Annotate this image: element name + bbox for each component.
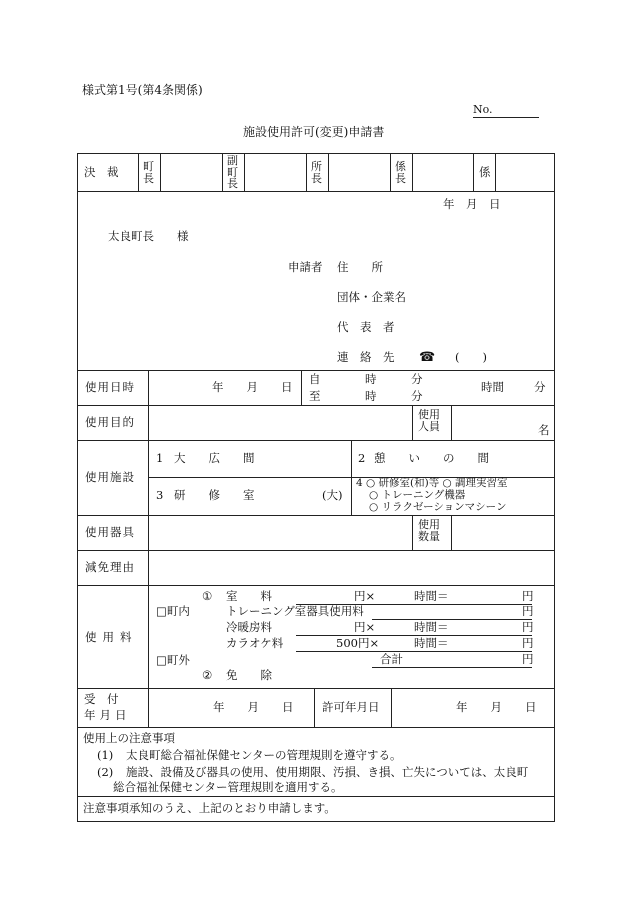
- facility-label: 使用施設: [85, 470, 135, 484]
- people-unit: 名: [538, 423, 550, 437]
- facility-2: 憩 い の 間: [374, 451, 489, 465]
- to-minute: 分: [411, 389, 423, 403]
- exempt-label: 免 除: [226, 668, 272, 682]
- permit-date-label: 許可年月日: [322, 700, 380, 714]
- facility-1: 大 広 間: [174, 451, 255, 465]
- receipt-label-line1: 受 付: [84, 692, 119, 706]
- facility-3-num: 3: [156, 488, 164, 502]
- mark-2: ②: [202, 668, 213, 682]
- ac-yen-times: 円×: [354, 620, 376, 634]
- from-hour: 時: [365, 372, 377, 386]
- form-number: 様式第1号(第4条関係): [82, 83, 203, 97]
- ac-fee-label: 冷暖房料: [226, 620, 272, 634]
- label-column-line: [148, 370, 149, 727]
- karaoke-fee-label: カラオケ料: [226, 636, 284, 650]
- ac-yen: 円: [522, 620, 534, 634]
- notes-title: 使用上の注意事項: [83, 731, 175, 745]
- facility-3: 研 修 室: [174, 488, 255, 502]
- karaoke-hours-eq: 時間＝: [414, 636, 449, 650]
- form-title: 施設使用許可(変更)申請書: [243, 125, 385, 139]
- karaoke-price: 500円×: [336, 636, 380, 650]
- facility-1-num: 1: [156, 451, 164, 465]
- room-hours-eq: 時間＝: [414, 589, 449, 603]
- from-label: 自: [309, 372, 321, 386]
- exemption-label: 減免理由: [85, 560, 135, 574]
- mayor-label: 町 長: [143, 160, 154, 185]
- permit-date: 年 月 日: [456, 700, 537, 714]
- phone-parens: ( ): [455, 350, 487, 364]
- representative-label: 代 表 者: [337, 320, 395, 334]
- people-label: 使用 人員: [418, 408, 440, 433]
- total-label: 合計: [380, 652, 403, 666]
- note-2-line2: 総合福祉保健センター管理規則を適用する。: [113, 780, 343, 794]
- organization-label: 団体・企業名: [337, 290, 406, 304]
- contact-label: 連 絡 先: [337, 350, 395, 364]
- no-label: No.: [473, 103, 493, 116]
- usage-date: 年 月 日: [212, 380, 293, 394]
- deputy-mayor-label: 副 町 長: [227, 154, 238, 191]
- agreement-statement: 注意事項承知のうえ、上記のとおり申請します。: [83, 801, 336, 815]
- out-town-checkbox[interactable]: □町外: [156, 653, 190, 667]
- address-label: 住 所: [337, 260, 383, 274]
- training-yen: 円: [522, 604, 534, 618]
- phone-icon: ☎: [419, 350, 436, 365]
- no-underline: [473, 117, 539, 118]
- karaoke-yen: 円: [522, 636, 534, 650]
- application-date: 年 月 日: [443, 197, 501, 211]
- facility-4-line2: ○ トレーニング機器: [369, 489, 466, 501]
- receipt-label-line2: 年月日: [84, 708, 131, 722]
- row-line: [77, 727, 555, 728]
- chief-label: 係 長: [395, 160, 406, 185]
- from-minute: 分: [411, 372, 423, 386]
- in-town-checkbox[interactable]: □町内: [156, 604, 190, 618]
- equipment-qty-label: 使用 数量: [418, 518, 440, 543]
- to-hour: 時: [365, 389, 377, 403]
- facility-4-line3: ○ リラクゼーションマシーン: [369, 501, 507, 513]
- total-minutes-label: 分: [534, 380, 546, 394]
- usage-datetime-label: 使用日時: [85, 380, 135, 394]
- facility-4-line1: 4 ○ 研修室(和)等 ○ 調理実習室: [356, 477, 508, 489]
- total-yen: 円: [522, 652, 534, 666]
- row-line: [77, 796, 555, 797]
- staff-label: 係: [479, 165, 491, 179]
- to-label: 至: [309, 389, 321, 403]
- note-2-line1: 施設、設備及び器具の使用、使用期限、汚損、き損、亡失については、太良町: [126, 765, 529, 779]
- facility-2-num: 2: [358, 451, 366, 465]
- note-1-num: (1): [97, 748, 114, 762]
- approval-label: 決 裁: [84, 165, 119, 179]
- equipment-label: 使用器具: [85, 525, 135, 539]
- total-hours-label: 時間: [481, 380, 504, 394]
- fee-label: 使用料: [85, 630, 138, 644]
- applicant-label: 申請者: [288, 260, 323, 274]
- room-yen-times: 円×: [354, 589, 376, 603]
- ac-hours-eq: 時間＝: [414, 620, 449, 634]
- room-yen: 円: [522, 589, 534, 603]
- training-fee-label: トレーニング室器具使用料: [226, 604, 364, 618]
- note-1: 太良町総合福祉保健センターの管理規則を遵守する。: [126, 748, 402, 762]
- room-fee-label: 室 料: [226, 589, 272, 603]
- mark-1: ①: [202, 589, 213, 603]
- row-line: [77, 191, 555, 192]
- note-2-num: (2): [97, 765, 114, 779]
- addressee: 太良町長 様: [108, 229, 189, 243]
- director-label: 所 長: [311, 160, 322, 185]
- facility-3-size: (大): [322, 488, 343, 502]
- purpose-label: 使用目的: [85, 415, 135, 429]
- receipt-date: 年 月 日: [213, 700, 294, 714]
